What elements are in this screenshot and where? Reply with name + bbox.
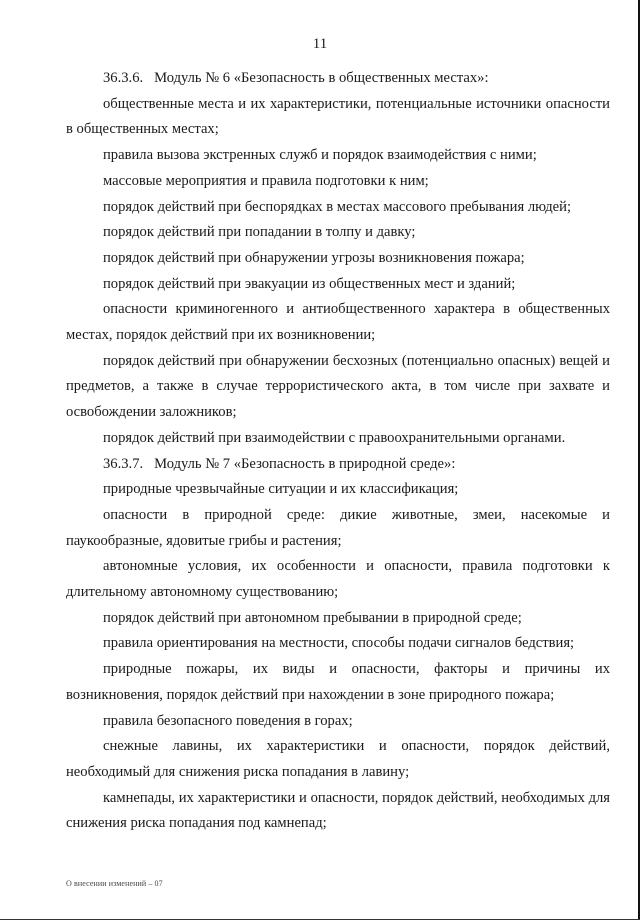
list-item: порядок действий при автономном пребывании в природной среде; bbox=[103, 609, 522, 626]
list-item: правила ориентирования на местности, способы подачи сигналов бедствия; bbox=[103, 635, 575, 652]
list-item: опасности в природной среде: дикие животные, змеи, насекомые и паукообразные, ядовитые грибы и растения; bbox=[66, 506, 610, 549]
document-body bbox=[66, 66, 610, 837]
list-item: природные пожары, их виды и опасности, факторы и причины их возникновения, порядок действий при нахождении в зоне природного пожара; bbox=[66, 661, 610, 703]
list-item: порядок действий при взаимодействии с правоохранительными органами. bbox=[103, 429, 566, 446]
list-item: общественные места и их характеристики, потенциальные источники опасности в общественных местах; bbox=[66, 95, 610, 138]
list-item: правила вызова экстренных служб и порядок взаимодействия с ними; bbox=[103, 147, 537, 164]
section-heading-36-3-6: 36.3.6. Модуль № 6 «Безопасность в общественных местах»: bbox=[103, 70, 489, 86]
list-item: автономные условия, их особенности и опасности, правила подготовки к длительному автономному существованию; bbox=[66, 558, 610, 601]
list-item: порядок действий при эвакуации из общественных мест и зданий; bbox=[103, 275, 516, 292]
list-item: правила безопасного поведения в горах; bbox=[103, 712, 353, 729]
list-item: порядок действий при беспорядках в местах массового пребывания людей; bbox=[103, 198, 572, 215]
list-item: опасности криминогенного и антиобщественного характера в общественных местах, порядок действий при их возникновении; bbox=[66, 301, 610, 344]
list-item: камнепады, их характеристики и опасности, порядок действий, необходимых для снижения риска попадания под камнепад; bbox=[66, 789, 610, 832]
list-item: снежные лавины, их характеристики и опасности, порядок действий, необходимый для снижения риска попадания в лавину; bbox=[66, 738, 610, 780]
list-item: порядок действий при обнаружении бесхозных (потенциально опасных) вещей и предметов, а также в случае террористического акта, в том числе при захвате и освобождении заложников; bbox=[66, 352, 610, 421]
list-item: массовые мероприятия и правила подготовки к ним; bbox=[103, 172, 429, 189]
list-item: порядок действий при попадании в толпу и давку; bbox=[103, 224, 416, 241]
section-heading-36-3-7: 36.3.7. Модуль № 7 «Безопасность в природной среде»: bbox=[103, 455, 456, 472]
page-footer: О внесении изменений – 07 bbox=[66, 879, 163, 888]
page-number: 11 bbox=[312, 36, 328, 52]
list-item: порядок действий при обнаружении угрозы возникновения пожара; bbox=[103, 249, 525, 266]
list-item: природные чрезвычайные ситуации и их классификация; bbox=[103, 481, 459, 498]
